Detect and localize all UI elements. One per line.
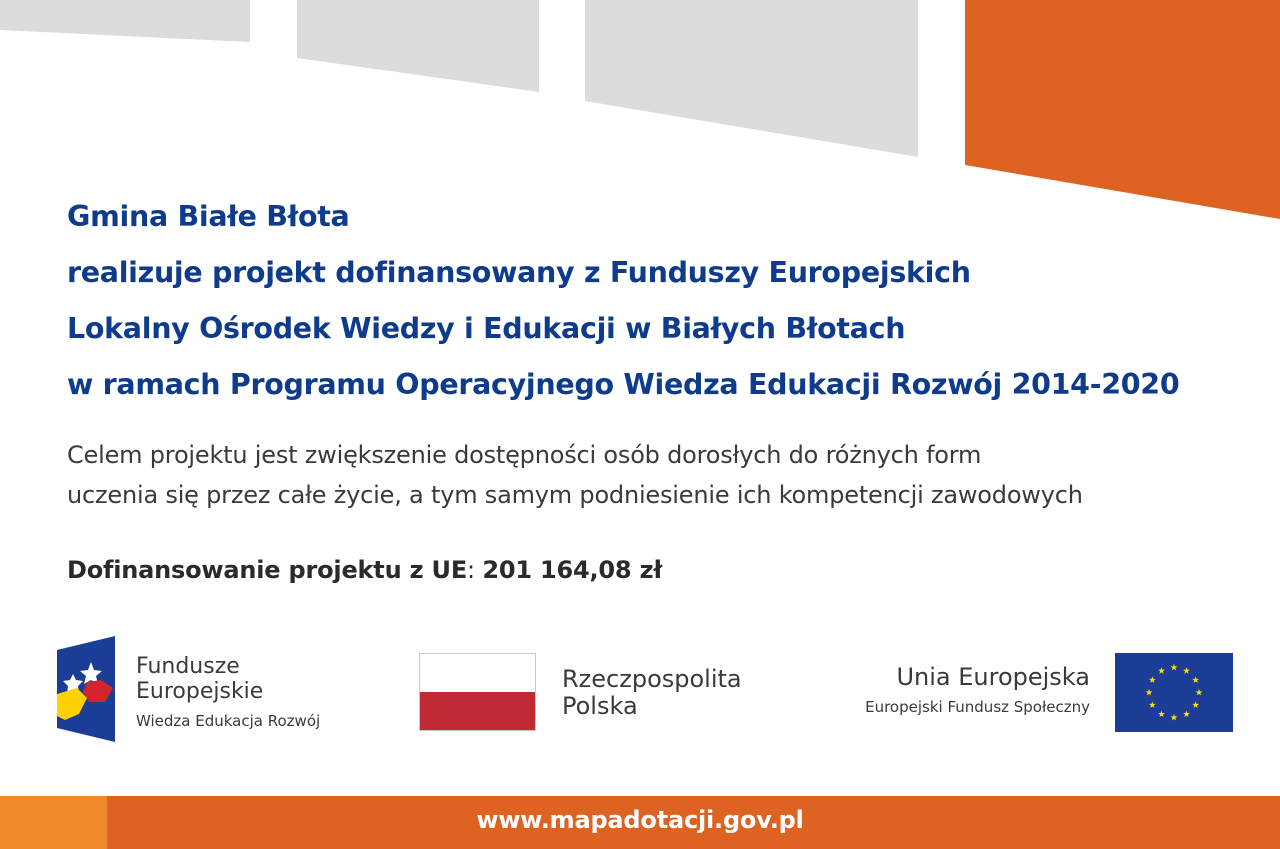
funding-info bbox=[67, 556, 662, 584]
footer-bar bbox=[0, 796, 1280, 849]
funding-amount: 201 164,08 zł bbox=[482, 556, 663, 584]
fundusze-europejskie-logo bbox=[136, 654, 320, 730]
polish-flag-icon bbox=[419, 653, 536, 731]
description-line-1: Celem projektu jest zwiększenie dostępności osób dorosłych do różnych form bbox=[67, 441, 982, 469]
ue-subtitle: Europejski Fundusz Społeczny bbox=[865, 698, 1090, 716]
footer-url[interactable]: www.mapadotacji.gov.pl bbox=[476, 806, 804, 834]
fe-name-line-1: Fundusze bbox=[136, 654, 240, 679]
fe-subtitle: Wiedza Edukacja Rozwój bbox=[136, 712, 321, 730]
gray-shape-1 bbox=[0, 0, 250, 42]
fundusze-europejskie-icon bbox=[57, 636, 115, 742]
gray-shape-3 bbox=[585, 0, 918, 157]
project-description bbox=[67, 435, 1267, 515]
project-title-block bbox=[67, 189, 1267, 413]
unia-europejska-logo bbox=[865, 662, 1090, 716]
funding-label: Dofinansowanie projektu z UE bbox=[67, 556, 468, 584]
fe-name-line-2: Europejskie bbox=[136, 679, 264, 704]
eu-flag-icon bbox=[1115, 653, 1233, 732]
title-line-3: Lokalny Ośrodek Wiedzy i Edukacji w Białych Błotach bbox=[67, 312, 906, 345]
description-line-2: uczenia się przez całe życie, a tym samym podniesienie ich kompetencji zawodowych bbox=[67, 481, 1083, 509]
rp-line-1: Rzeczpospolita bbox=[562, 665, 742, 693]
rp-line-2: Polska bbox=[562, 692, 638, 720]
rzeczpospolita-polska-logo bbox=[562, 666, 742, 720]
orange-shape bbox=[965, 0, 1280, 219]
funding-separator: : bbox=[467, 556, 483, 584]
title-line-1: Gmina Białe Błota bbox=[67, 200, 350, 233]
title-line-2: realizuje projekt dofinansowany z Funduszy Europejskich bbox=[67, 256, 971, 289]
ue-name: Unia Europejska bbox=[896, 663, 1090, 691]
gray-shape-2 bbox=[297, 0, 539, 92]
title-line-4: w ramach Programu Operacyjnego Wiedza Edukacji Rozwój 2014-2020 bbox=[67, 368, 1180, 401]
